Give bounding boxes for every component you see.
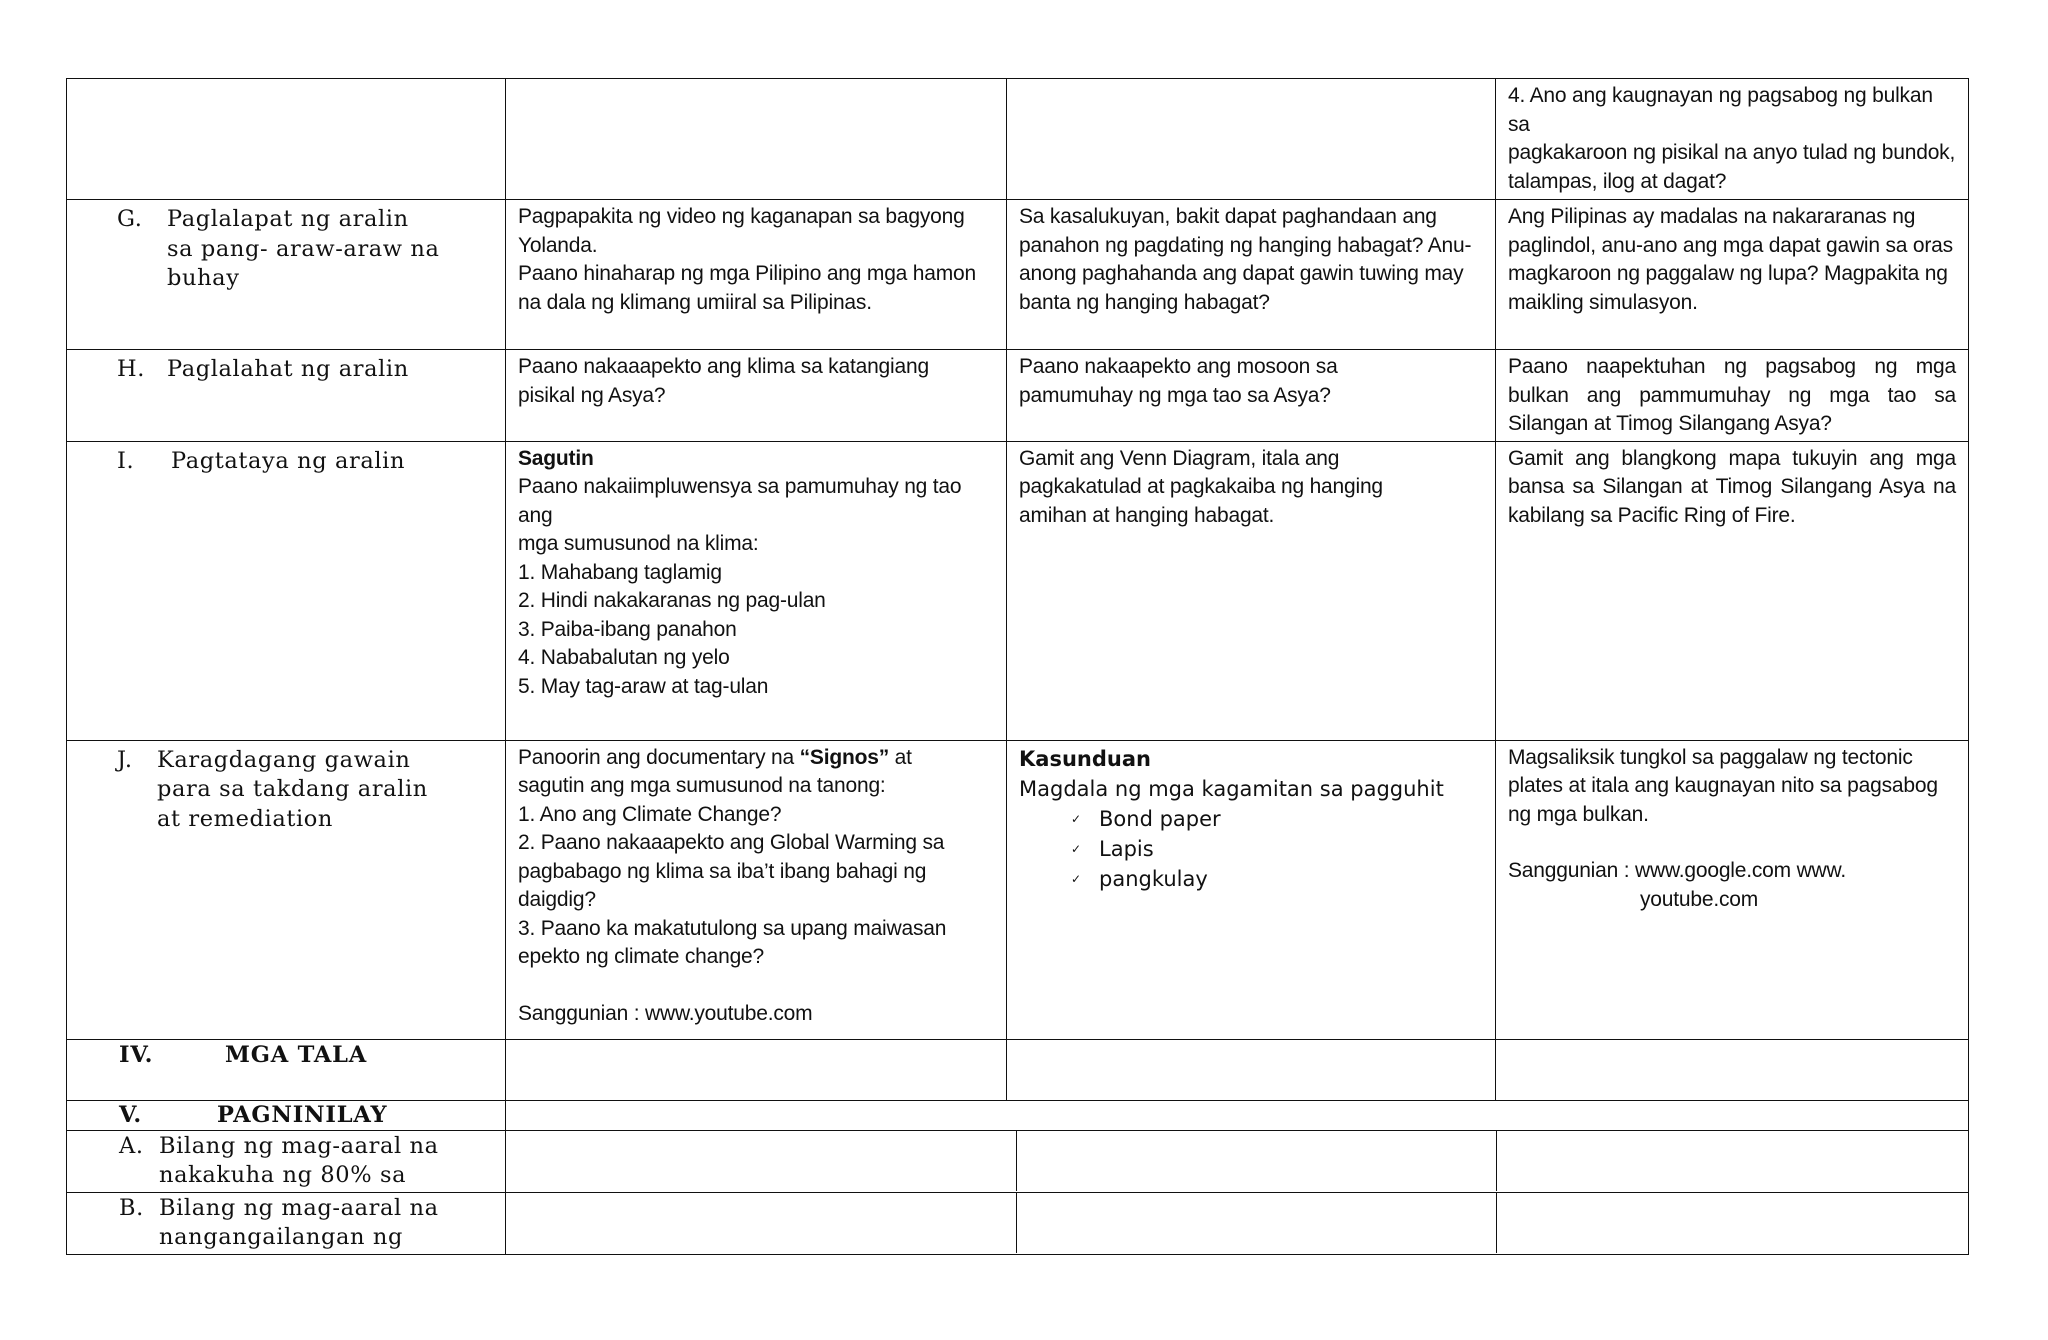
- text-line: Gamit ang Venn Diagram, itala ang: [1019, 446, 1340, 470]
- text-line: Paano nakaiimpluwensya sa pamumuhay ng tao ang: [518, 475, 962, 527]
- row-j-col2-cell: [506, 740, 1007, 1039]
- list-item-label: pangkulay: [1099, 866, 1208, 891]
- text-line: [518, 744, 994, 773]
- check-icon: ✓: [1071, 841, 1082, 856]
- text-line: pisikal ng Asya?: [518, 383, 666, 407]
- row-i-label: [117, 445, 493, 477]
- list-item: [1071, 834, 1483, 864]
- text-line: pamumuhay ng mga tao sa Asya?: [1019, 383, 1331, 407]
- text-line: ng mga bulkan.: [1508, 802, 1649, 826]
- row-a-label: [119, 1132, 493, 1190]
- row-letter: G.: [117, 206, 143, 232]
- text-line: pagkakaroon ng pisikal na anyo tulad ng bundok,: [1508, 141, 1956, 164]
- row-a-value-cells: [506, 1130, 1969, 1192]
- text-line: Paano nakaaapekto ang klima sa katangiang: [518, 355, 929, 378]
- label-line: nakakuha ng 80% sa: [159, 1161, 407, 1188]
- row-a-col3-cell: [1016, 1131, 1496, 1191]
- label-line: nangangailangan ng: [159, 1223, 403, 1250]
- text-line: Paano hinaharap ng mga Pilipino ang mga hamon: [518, 262, 976, 285]
- row-i-col3-cell: [1007, 441, 1496, 740]
- text-line: banta ng hanging habagat?: [1019, 290, 1270, 314]
- list-item-label: Bond paper: [1099, 806, 1221, 831]
- table-row: [67, 740, 1969, 1039]
- row-letter: J.: [117, 746, 133, 773]
- row-v-merged-cell: [506, 1100, 1969, 1130]
- row-b-col2-cell: [506, 1193, 1016, 1253]
- text-line: Magdala ng mga kagamitan sa pagguhit: [1019, 776, 1444, 801]
- section-heading: Kasunduan: [1019, 746, 1151, 771]
- row-g-label-cell: [67, 200, 506, 350]
- list-item: 1. Ano ang Climate Change?: [518, 802, 782, 826]
- list-item: 1. Mahabang taglamig: [518, 560, 722, 584]
- row-a-col4-cell: [1496, 1131, 1969, 1191]
- row-i-col4-cell: [1496, 441, 1969, 740]
- table-row: [67, 1130, 1969, 1192]
- row-h-col4-cell: [1496, 350, 1969, 442]
- row-h-label-cell: [67, 350, 506, 442]
- row-b-col3-cell: [1016, 1193, 1496, 1253]
- row-letter: I.: [117, 447, 135, 474]
- text-line: Ang Pilipinas ay madalas na nakararanas ng: [1508, 205, 1916, 228]
- text-line: magkaroon ng paggalaw ng lupa? Magpakita ng: [1508, 262, 1948, 285]
- label-line: Bilang ng mag-aaral na: [159, 1132, 439, 1159]
- row-b-inner-table: [506, 1193, 1969, 1253]
- row-iv-col2-cell: [506, 1039, 1007, 1100]
- text-line: epekto ng climate change?: [518, 945, 765, 968]
- text-line: 4. Ano ang kaugnayan ng pagsabog ng bulkan sa: [1508, 84, 1933, 136]
- row-g-col3-cell: [1007, 200, 1496, 350]
- text-line: Paano nakaapekto ang mosoon sa: [1019, 355, 1338, 378]
- label-line: Paglalapat ng aralin: [167, 206, 409, 232]
- text-line: mga sumusunod na klima:: [518, 532, 759, 555]
- text-line: paglindol, anu-ano ang mga dapat gawin sa oras: [1508, 233, 1953, 257]
- text-span: Panoorin ang documentary na: [518, 745, 800, 769]
- row-iv-label-cell: [67, 1039, 506, 1100]
- materials-list: [1019, 804, 1483, 894]
- label-line: at remediation: [157, 805, 334, 832]
- list-item: [1071, 804, 1483, 834]
- text-line: Pagpapakita ng video ng kaganapan sa bagyong: [518, 205, 965, 228]
- text-line: daigdig?: [518, 888, 596, 911]
- row-g-label: [117, 203, 493, 294]
- table-row: [67, 79, 1969, 200]
- section-title: PAGNINILAY: [217, 1101, 388, 1128]
- text-paragraph: Paano naapektuhan ng pagsabog ng mga bulkan ang pammumuhay ng mga tao sa Silangan at Timog Silangang Asya?: [1508, 355, 1956, 435]
- row-j-label-cell: [67, 740, 506, 1039]
- text-line: amihan at hanging habagat.: [1019, 503, 1275, 527]
- text-line: sagutin ang mga sumusunod na tanong:: [518, 774, 886, 797]
- list-item: 3. Paano ka makatutulong sa upang maiwasan: [518, 916, 947, 940]
- row-top-col2-cell: [506, 79, 1007, 200]
- row-b-label: [119, 1194, 493, 1252]
- row-h-col3-cell: [1007, 350, 1496, 442]
- text-line: Magsaliksik tungkol sa paggalaw ng tectonic: [1508, 745, 1913, 769]
- table-row: [67, 1192, 1969, 1254]
- text-span: at: [889, 745, 912, 769]
- label-line: Paglalahat ng aralin: [167, 356, 409, 382]
- list-item: 5. May tag-araw at tag-ulan: [518, 674, 769, 698]
- row-top-col4-cell: [1496, 79, 1969, 200]
- lesson-plan-table: [66, 78, 1969, 1255]
- row-g-col2-cell: [506, 200, 1007, 350]
- row-letter: A.: [119, 1132, 144, 1159]
- text-line: Sa kasalukuyan, bakit dapat paghandaan ang: [1019, 205, 1437, 228]
- text-line: Yolanda.: [518, 233, 598, 257]
- row-h-label: [117, 353, 493, 385]
- list-item: 3. Paiba-ibang panahon: [518, 617, 737, 641]
- row-iv-col3-cell: [1007, 1039, 1496, 1100]
- list-item-label: Lapis: [1099, 836, 1154, 861]
- table-row: [67, 441, 1969, 740]
- section-number: V.: [119, 1101, 142, 1128]
- source-reference: Sanggunian : www.google.com www.: [1508, 859, 1846, 882]
- text-paragraph: Gamit ang blangkong mapa tukuyin ang mga bansa sa Silangan at Timog Silangang Asya na kabilang sa Pacific Ring of Fire.: [1508, 446, 1956, 527]
- label-line: Karagdagang gawain: [157, 746, 411, 773]
- check-icon: ✓: [1071, 811, 1082, 826]
- label-line: para sa takdang aralin: [157, 776, 428, 802]
- label-line: Bilang ng mag-aaral na: [159, 1194, 439, 1221]
- row-j-col3-cell: [1007, 740, 1496, 1039]
- label-line: Pagtataya ng aralin: [171, 447, 406, 474]
- row-v-label-cell: [67, 1100, 506, 1130]
- text-line: na dala ng klimang umiiral sa Pilipinas.: [518, 290, 872, 314]
- text-line: panahon ng pagdating ng hanging habagat? Anu-: [1019, 233, 1472, 257]
- row-top-col3-cell: [1007, 79, 1496, 200]
- text-line: pagkakatulad at pagkakaiba ng hanging: [1019, 475, 1383, 498]
- table-row: [67, 200, 1969, 350]
- label-line: buhay: [167, 265, 240, 291]
- check-icon: ✓: [1071, 871, 1082, 886]
- section-number: IV.: [119, 1041, 154, 1068]
- row-h-col2-cell: [506, 350, 1007, 442]
- source-reference: Sanggunian : www.youtube.com: [518, 1001, 813, 1025]
- text-line: maikling simulasyon.: [1508, 290, 1698, 314]
- row-a-col2-cell: [506, 1131, 1016, 1191]
- text-line: pagbabago ng klima sa iba’t ibang bahagi ng: [518, 859, 927, 883]
- documentary-title: “Signos”: [799, 745, 889, 769]
- row-letter: B.: [119, 1194, 144, 1221]
- table-row: [67, 1039, 1969, 1100]
- row-a-label-cell: [67, 1130, 506, 1192]
- row-g-col4-cell: [1496, 200, 1969, 350]
- row-top-label-cell: [67, 79, 506, 200]
- table-row: [67, 350, 1969, 442]
- row-b-value-cells: [506, 1192, 1969, 1254]
- row-a-inner-table: [506, 1131, 1969, 1191]
- list-item: 4. Nababalutan ng yelo: [518, 646, 730, 669]
- text-line: plates at itala ang kaugnayan nito sa pagsabog: [1508, 774, 1938, 797]
- row-j-label: [117, 744, 493, 835]
- row-j-col4-cell: [1496, 740, 1969, 1039]
- list-item: 2. Hindi nakakaranas ng pag-ulan: [518, 589, 826, 612]
- source-reference-cont: youtube.com: [1640, 887, 1759, 911]
- table-row: [67, 1100, 1969, 1130]
- label-line: sa pang- araw-araw na: [167, 235, 440, 262]
- row-b-label-cell: [67, 1192, 506, 1254]
- row-iv-col4-cell: [1496, 1039, 1969, 1100]
- row-i-label-cell: [67, 441, 506, 740]
- list-item: [1071, 864, 1483, 894]
- text-line: talampas, ilog at dagat?: [1508, 169, 1727, 193]
- row-b-col4-cell: [1496, 1193, 1969, 1253]
- section-title: MGA TALA: [225, 1041, 368, 1068]
- row-i-col2-cell: [506, 441, 1007, 740]
- row-letter: H.: [117, 356, 145, 382]
- section-heading: Sagutin: [518, 446, 594, 470]
- text-line: anong paghahanda ang dapat gawin tuwing may: [1019, 262, 1464, 285]
- list-item: 2. Paano nakaaapekto ang Global Warming sa: [518, 831, 945, 854]
